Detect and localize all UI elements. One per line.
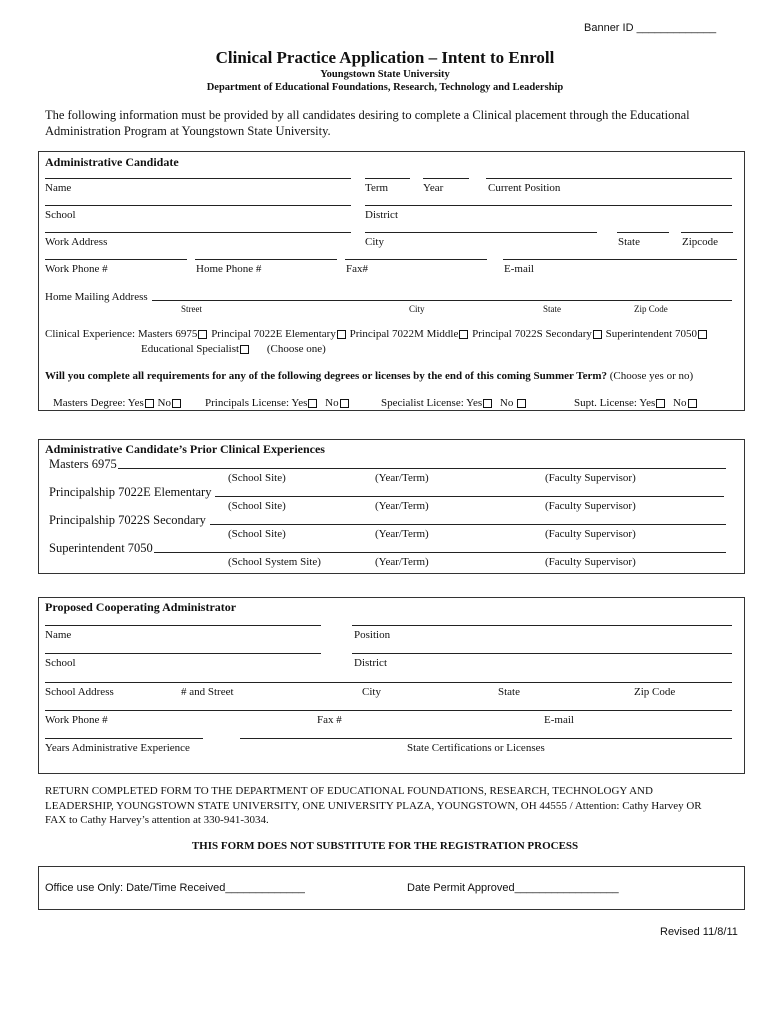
prior-masters-field[interactable] xyxy=(118,468,726,469)
principals-yes-checkbox[interactable] xyxy=(308,399,317,408)
yes-label: Yes xyxy=(639,397,656,409)
exp-option-specialist: Educational Specialist xyxy=(141,343,240,355)
zipcode-label: Zipcode xyxy=(682,236,719,248)
no-label: No xyxy=(673,397,687,409)
superintendent-checkbox[interactable] xyxy=(698,330,707,339)
district-label: District xyxy=(365,209,398,221)
return-line-1: RETURN COMPLETED FORM TO THE DEPARTMENT OF EDUCATIONAL FOUNDATIONS, RESEARCH, TECHNOLOGY AND xyxy=(45,785,653,797)
candidate-heading: Administrative Candidate xyxy=(45,155,179,169)
year-term-label: (Year/Term) xyxy=(375,472,429,484)
completion-question xyxy=(45,370,693,382)
year-term-label: (Year/Term) xyxy=(375,500,429,512)
home-phone-field[interactable] xyxy=(195,259,337,260)
city-label: City xyxy=(365,236,384,248)
yes-label: Yes xyxy=(127,397,144,409)
coop-name-label: Name xyxy=(45,629,72,641)
home-mailing-field[interactable] xyxy=(152,300,732,301)
coop-certs-field[interactable] xyxy=(240,738,732,739)
school-label: School xyxy=(45,209,76,221)
site-label: (School Site) xyxy=(228,528,286,540)
work-phone-label: Work Phone # xyxy=(45,263,108,275)
department-name: Department of Educational Foundations, Research, Technology and Leadership xyxy=(206,82,564,93)
secondary-checkbox[interactable] xyxy=(593,330,602,339)
city-field[interactable] xyxy=(365,232,597,233)
year-label: Year xyxy=(423,182,444,194)
street-label: Street xyxy=(181,304,202,314)
yes-label: Yes xyxy=(466,397,483,409)
coop-street-label: # and Street xyxy=(181,686,234,698)
question-note: (Choose yes or no) xyxy=(609,370,694,382)
form-title: Clinical Practice Application – Intent to Enroll xyxy=(215,48,555,67)
coop-district-label: District xyxy=(354,657,387,669)
work-address-label: Work Address xyxy=(45,236,108,248)
mailing-state-label: State xyxy=(543,304,561,314)
prior-elementary-field[interactable] xyxy=(215,496,724,497)
home-phone-label: Home Phone # xyxy=(196,263,262,275)
prior-superintendent-field[interactable] xyxy=(154,552,726,553)
site-label: (School Site) xyxy=(228,472,286,484)
faculty-supervisor-label: (Faculty Supervisor) xyxy=(545,472,636,484)
coop-city-label: City xyxy=(362,686,381,698)
clinical-experience-row xyxy=(45,328,708,340)
coop-address-field[interactable] xyxy=(45,682,732,683)
coop-district-field[interactable] xyxy=(352,653,732,654)
return-line-3: FAX to Cathy Harvey’s attention at 330-941-3034. xyxy=(45,814,269,826)
no-label: No xyxy=(157,397,171,409)
exp-option-masters: Masters 6975 xyxy=(137,328,198,340)
term-field[interactable] xyxy=(365,178,410,179)
masters-degree-label: Masters Degree: xyxy=(53,397,126,409)
office-received: Office use Only: Date/Time Received_____________ xyxy=(45,882,305,894)
coop-school-label: School xyxy=(45,657,76,669)
supt-yes-checkbox[interactable] xyxy=(656,399,665,408)
prior-row-superintendent-label: Superintendent 7050 xyxy=(49,541,153,555)
specialist-checkbox[interactable] xyxy=(240,345,249,354)
year-term-label: (Year/Term) xyxy=(375,556,429,568)
masters-yes-checkbox[interactable] xyxy=(145,399,154,408)
coop-work-phone-label: Work Phone # xyxy=(45,714,108,726)
zipcode-field[interactable] xyxy=(681,232,733,233)
site-label: (School Site) xyxy=(228,500,286,512)
revised-date: Revised 11/8/11 xyxy=(660,926,738,938)
choose-one-note: (Choose one) xyxy=(266,343,326,355)
banner-id: Banner ID _____________ xyxy=(584,22,717,34)
no-label: No xyxy=(325,397,339,409)
supt-no-checkbox[interactable] xyxy=(688,399,697,408)
year-term-label: (Year/Term) xyxy=(375,528,429,540)
prior-heading: Administrative Candidate’s Prior Clinical Experiences xyxy=(45,442,325,456)
not-substitute-notice: THIS FORM DOES NOT SUBSTITUTE FOR THE REGISTRATION PROCESS xyxy=(191,840,579,852)
fax-label: Fax# xyxy=(346,263,368,275)
clinical-experience-label: Clinical Experience: xyxy=(45,328,136,340)
supt-license-group xyxy=(574,397,698,409)
exp-option-middle: Principal 7022M Middle xyxy=(349,328,459,340)
email-field[interactable] xyxy=(503,259,737,260)
coop-school-field[interactable] xyxy=(45,653,321,654)
prior-row-secondary-label: Principalship 7022S Secondary xyxy=(49,513,206,527)
prior-row-elementary-label: Principalship 7022E Elementary xyxy=(49,485,212,499)
mailing-zip-label: Zip Code xyxy=(634,304,668,314)
mailing-city-label: City xyxy=(409,304,425,314)
state-label: State xyxy=(618,236,640,248)
office-approved: Date Permit Approved_________________ xyxy=(407,882,619,894)
question-text: Will you complete all requirements for any of the following degrees or licenses by the end of this coming Summer Term? xyxy=(45,370,607,382)
term-label: Term xyxy=(365,182,389,194)
intro-line-1: The following information must be provided by all candidates desiring to complete a Clinical placement through the Educational xyxy=(45,108,690,122)
coop-years-field[interactable] xyxy=(45,738,203,739)
year-field[interactable] xyxy=(423,178,469,179)
coop-zip-label: Zip Code xyxy=(634,686,676,698)
clinical-experience-row-2 xyxy=(141,343,326,355)
name-field[interactable] xyxy=(45,178,351,179)
elementary-checkbox[interactable] xyxy=(337,330,346,339)
current-position-label: Current Position xyxy=(488,182,561,194)
fax-field[interactable] xyxy=(345,259,487,260)
specialist-yes-checkbox[interactable] xyxy=(483,399,492,408)
coop-position-label: Position xyxy=(354,629,391,641)
exp-option-secondary: Principal 7022S Secondary xyxy=(472,328,592,340)
specialist-license-label: Specialist License: xyxy=(381,397,464,409)
return-line-2: LEADERSHIP, YOUNGSTOWN STATE UNIVERSITY, ONE UNIVERSITY PLAZA, YOUNGSTOWN, OH 44555 / Attention: Cathy Harvey OR xyxy=(45,800,702,812)
prior-secondary-field[interactable] xyxy=(210,524,726,525)
faculty-supervisor-label: (Faculty Supervisor) xyxy=(545,556,636,568)
specialist-no-checkbox[interactable] xyxy=(517,399,526,408)
coop-years-label: Years Administrative Experience xyxy=(45,742,190,754)
system-site-label: (School System Site) xyxy=(228,556,321,568)
faculty-supervisor-label: (Faculty Supervisor) xyxy=(545,528,636,540)
coop-state-label: State xyxy=(498,686,520,698)
district-field[interactable] xyxy=(365,205,732,206)
exp-option-elementary: Principal 7022E Elementary xyxy=(211,328,336,340)
masters-checkbox[interactable] xyxy=(198,330,207,339)
masters-no-checkbox[interactable] xyxy=(172,399,181,408)
principals-no-checkbox[interactable] xyxy=(340,399,349,408)
specialist-license-group xyxy=(381,397,527,409)
cooperating-heading: Proposed Cooperating Administrator xyxy=(45,600,237,614)
home-mailing-label: Home Mailing Address xyxy=(45,291,148,303)
yes-label: Yes xyxy=(291,397,308,409)
middle-checkbox[interactable] xyxy=(459,330,468,339)
work-phone-field[interactable] xyxy=(45,259,187,260)
coop-email-label: E-mail xyxy=(544,714,574,726)
coop-name-field[interactable] xyxy=(45,625,321,626)
principals-license-group xyxy=(205,397,350,409)
coop-certs-label: State Certifications or Licenses xyxy=(407,742,545,754)
state-field[interactable] xyxy=(617,232,669,233)
supt-license-label: Supt. License: xyxy=(574,397,637,409)
work-address-field[interactable] xyxy=(45,232,351,233)
email-label: E-mail xyxy=(504,263,534,275)
name-label: Name xyxy=(45,182,72,194)
masters-degree-group xyxy=(53,397,182,409)
coop-school-address-label: School Address xyxy=(45,686,114,698)
current-position-field[interactable] xyxy=(486,178,732,179)
faculty-supervisor-label: (Faculty Supervisor) xyxy=(545,500,636,512)
coop-phone-field[interactable] xyxy=(45,710,732,711)
exp-option-superintendent: Superintendent 7050 xyxy=(605,328,697,340)
no-label: No xyxy=(499,397,514,409)
university-name: Youngstown State University xyxy=(320,69,450,80)
principals-license-label: Principals License: xyxy=(205,397,290,409)
prior-row-masters-label: Masters 6975 xyxy=(49,457,117,471)
coop-fax-label: Fax # xyxy=(317,714,342,726)
coop-position-field[interactable] xyxy=(352,625,732,626)
intro-line-2: Administration Program at Youngstown State University. xyxy=(45,124,331,138)
school-field[interactable] xyxy=(45,205,351,206)
